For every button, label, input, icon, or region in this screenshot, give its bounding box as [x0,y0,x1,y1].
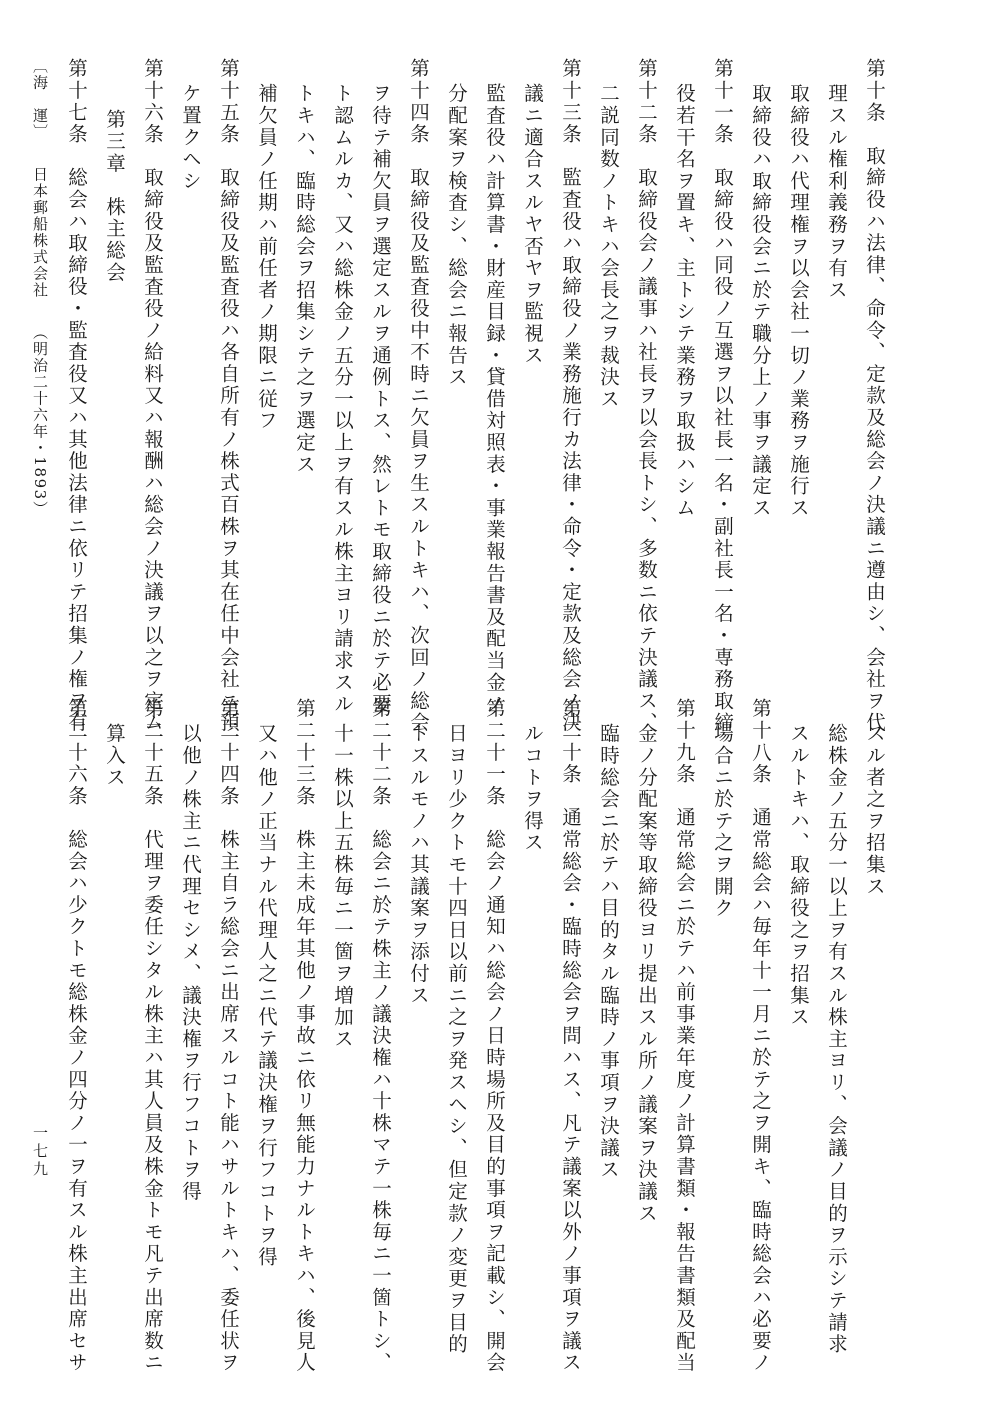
section-label: 〔海 運〕 [31,58,49,141]
text-line: スルトキハ、取締役之ヲ招集ス [787,723,810,1029]
text-line: 理スル権利義務ヲ有ス [825,83,848,302]
lower-text-block [65,698,893,1374]
text-line: ト認ムルカ、又ハ総株金ノ五分一以上ヲ有スル株主ヨリ請求スル [331,83,354,716]
company-name: 日本郵船株式会社 [31,166,49,299]
text-line: 第十七条 総会ハ取締役・監査役又ハ其他法律ニ依リテ招集ノ権ヲ有 [65,58,88,734]
text-line: 役若干名ヲ置キ、主トシテ業務ヲ取扱ハシム [673,83,696,520]
text-line: 第十三条 監査役ハ取締役ノ業務施行カ法律・命令・定款及総会ノ決 [559,58,582,734]
text-line: 日ヨリ少クトモ十四日以前ニ之ヲ発スヘシ、但定款ノ変更ヲ目的 [445,723,468,1356]
text-line: 第十二条 取締役会ノ議事ハ社長ヲ以会長トシ、多数ニ依テ決議ス、 [635,58,658,734]
text-line: スル者之ヲ招集ス [863,723,886,898]
text-line: 第十条 取締役ハ法律、命令、定款及総会ノ決議ニ遵由シ、会社ヲ代 [863,58,886,734]
text-line: 監査役ハ計算書・財産目録・貸借対照表・事業報告書及配当金ノ [483,83,506,716]
text-line: 第二十四条 株主自ラ総会ニ出席スルコト能ハサルトキハ、委任状ヲ [217,698,240,1374]
text-line: 第十五条 取締役及監査役ハ各自所有ノ株式百株ヲ其在任中会社ニ預 [217,58,240,734]
text-line: 第十八条 通常総会ハ毎年十一月ニ於テ之ヲ開キ、臨時総会ハ必要ノ [749,698,772,1374]
text-line: 第十四条 取締役及監査役中不時ニ欠員ヲ生スルトキハ、次回ノ総会 [407,58,430,734]
text-line: 又ハ他ノ正当ナル代理人之ニ代テ議決権ヲ行フコトヲ得 [255,723,278,1269]
text-line: 金ノ分配案等取締役ヨリ提出スル所ノ議案ヲ決議ス [635,723,658,1225]
text-line: 臨時総会ニ於テハ目的タル臨時ノ事項ヲ決議ス [597,723,620,1182]
page-number: 一七九 [31,1125,49,1179]
text-line: 取締役ハ代理権ヲ以会社一切ノ業務ヲ施行ス [787,83,810,520]
text-line: 算入ス [103,723,126,789]
text-line: 第二十五条 代理ヲ委任シタル株主ハ其人員及株金トモ凡テ出席数ニ [141,698,164,1374]
upper-text-block [65,58,893,734]
text-line: 二説同数ノトキハ会長之ヲ裁決ス [597,83,620,411]
text-line: ルコトヲ得ス [521,723,544,855]
year-label: （明治二十六年・1893） [31,324,49,518]
text-line: 取締役ハ取締役会ニ於テ職分上ノ事ヲ議定ス [749,83,772,520]
text-line: ヲ待テ補欠員ヲ選定スルヲ通例トス、然レトモ取締役ニ於テ必要 [369,83,392,716]
text-line: 第二十六条 総会ハ少クトモ総株金ノ四分ノ一ヲ有スル株主出席セサ [65,698,88,1374]
text-line: 第十一条 取締役ハ同役ノ互選ヲ以社長一名・副社長一名・専務取締 [711,58,734,734]
text-line: 議ニ適合スルヤ否ヤヲ監視ス [521,83,544,367]
text-line: 第二十二条 総会ニ於テ株主ノ議決権ハ十株マテ一株毎ニ一箇トシ、 [369,698,392,1374]
text-line: ケ置クヘシ [179,83,202,193]
text-line: 第二十一条 総会ノ通知ハ総会ノ日時場所及目的事項ヲ記載シ、開会 [483,698,506,1374]
text-line: 総株金ノ五分一以上ヲ有スル株主ヨリ、会議ノ目的ヲ示シテ請求 [825,723,848,1356]
text-line: 分配案ヲ検査シ、総会ニ報告ス [445,83,468,389]
text-line: 第二十三条 株主未成年其他ノ事故ニ依リ無能力ナルトキハ、後見人 [293,698,316,1374]
text-line: 十一株以上五株毎ニ一箇ヲ増加ス [331,723,354,1051]
text-line: 第十六条 取締役及監査役ノ給料又ハ報酬ハ総会ノ決議ヲ以之ヲ定ム [141,58,164,734]
text-line: 補欠員ノ任期ハ前任者ノ期限ニ従フ [255,83,278,433]
text-line: 第十九条 通常総会ニ於テハ前事業年度ノ計算書類・報告書類及配当 [673,698,696,1374]
text-line: 場合ニ於テ之ヲ開ク [711,723,734,920]
chapter-heading: 第三章 株主総会 [103,108,126,284]
text-line: 以他ノ株主ニ代理セシメ、議決権ヲ行フコトヲ得 [179,723,202,1203]
text-line: 第二十条 通常総会・臨時総会ヲ問ハス、凡テ議案以外ノ事項ヲ議ス [559,698,582,1374]
running-footer [30,58,50,678]
text-line: トキハ、臨時総会ヲ招集シテ之ヲ選定ス [293,83,316,476]
text-line: トスルモノハ其議案ヲ添付ス [407,723,430,1007]
